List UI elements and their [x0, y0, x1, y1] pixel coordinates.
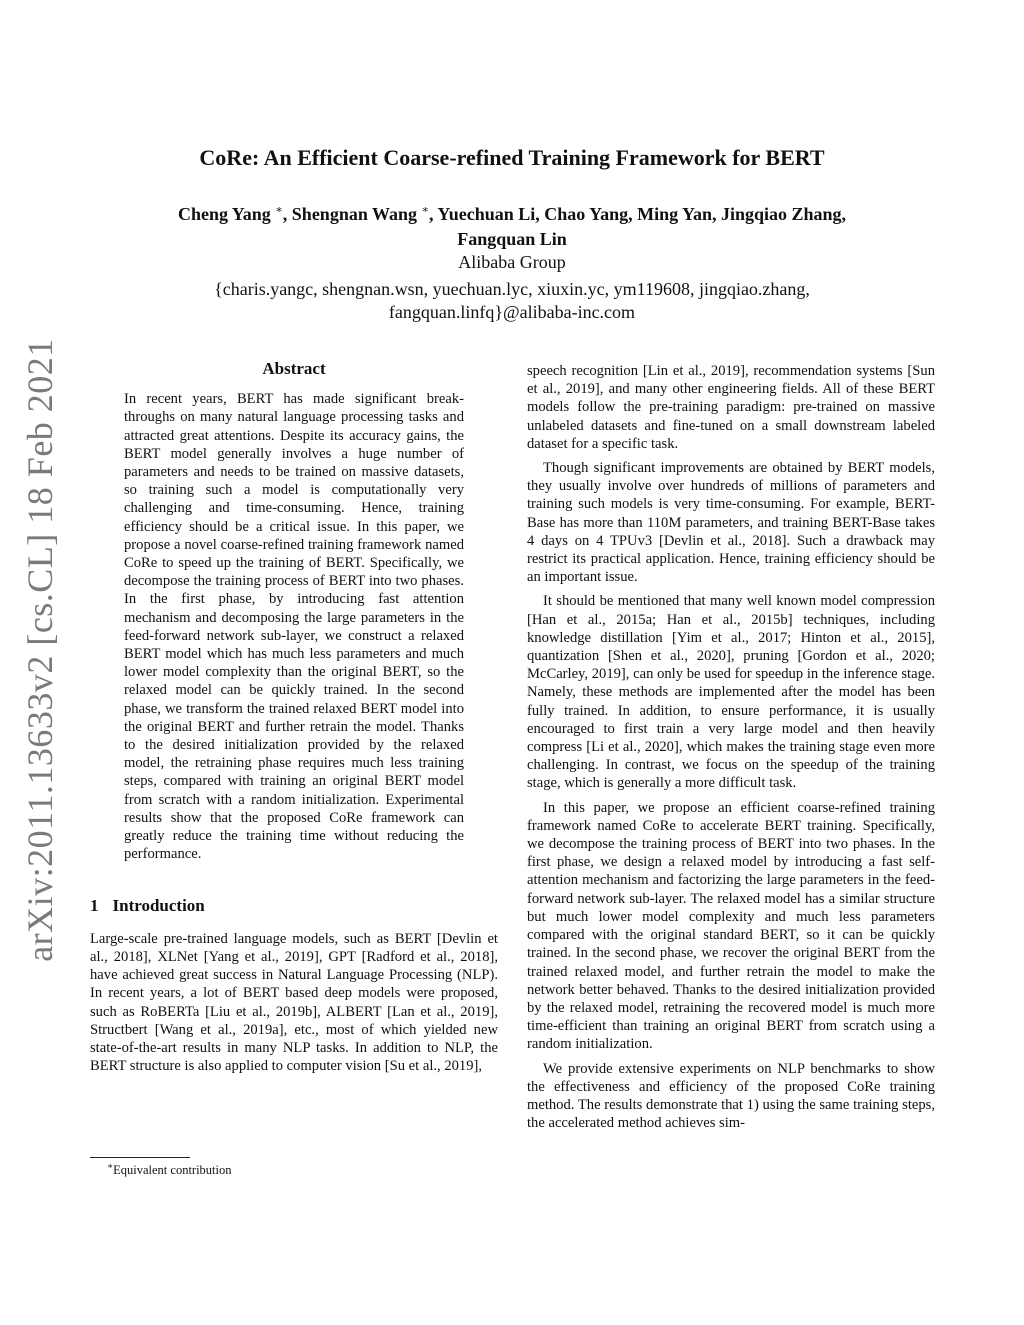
section-heading-introduction — [90, 897, 498, 915]
author-emails: {charis.yangc, shengnan.wsn, yuechuan.lyc, xiuxin.yc, ym119608, jingqiao.zhang, fangquan.linfq}@alibaba-inc.com — [214, 279, 810, 322]
intro-paragraph: We provide extensive experiments on NLP benchmarks to show the effectiveness and efficiency of the proposed CoRe training method. The results demonstrate that 1) using the same training steps, the accelerated method achieves sim- — [527, 1060, 935, 1132]
footnote-text: Equivalent contribution — [113, 1163, 232, 1178]
arxiv-identifier — [0, 338, 80, 962]
intro-paragraph: Large-scale pre-trained language models, such as BERT [Devlin et al., 2018], XLNet [Yang et al., 2019], GPT [Radford et al., 2018], have achieved great success in Natural Language Processing (NLP). In recent years, a lot of BERT based deep models were proposed, such as RoBERTa [Liu et al., 2019b], ALBERT [Lan et al., 2019], Structbert [Wang et al., 2019a], etc., most of which yielded new state-of-the-art results in many NLP tasks. In addition to NLP, the BERT structure is also applied to computer vision [Su et al., 2019], — [90, 930, 498, 1075]
intro-paragraph: speech recognition [Lin et al., 2019], recommendation systems [Sun et al., 2019], and many other engineering fields. All of these BERT models follow the pre-training paradigm: pre-trained on massive unlabeled datasets and fine-tuned on a small downstream labeled dataset for a specific task. — [527, 363, 935, 452]
author-name: Chao Yang — [544, 204, 629, 224]
intro-paragraph: Though significant improvements are obtained by BERT models, they usually involve over hundreds of millions of parameters and training such models is very time-consuming. For example, BERT-Base has more than 110M parameters, and training BERT-Base takes 4 days on 4 TPUv3 [Devlin et al., 2018]. Such a drawback may restrict its practical application. Hence, training efficiency should be an important issue. — [527, 460, 935, 586]
author-name: Fangquan Lin — [457, 229, 567, 249]
author-name: Ming Yan — [637, 204, 712, 224]
affiliation: Alibaba Group — [458, 252, 566, 272]
author-name: Cheng Yang — [177, 204, 271, 224]
author-name: Jingqiao Zhang — [720, 204, 842, 224]
author-list: Cheng Yang ∗, Shengnan Wang ∗, Yuechuan Li, Chao Yang, Ming Yan, Jingqiao Zhang, Fangquan Lin — [177, 204, 847, 249]
intro-paragraph: In this paper, we propose an efficient coarse-refined training framework named CoRe to accelerate BERT training. Specifically, we decompose the training process of BERT into two phases. In the first phase, we design a relaxed model by introducing a fast self-attention mechanism and factorizing the large parameters in the feed-forward network sub-layer. The relaxed model has a similar structure but much lower model complexity and much less parameters compared with the original standard BERT, so it can be quickly trained. In the second phase, we recover the original BERT from the trained relaxed model, and further retrain the model to make the network better behaved. Thanks to the desired initialization provided by the relaxed model, retraining the recovered model is much more time-efficient than training an original BERT from scratch using a random initialization. — [527, 799, 935, 1053]
footnote-divider — [90, 1157, 190, 1158]
left-column — [90, 360, 498, 1075]
paper-title: CoRe: An Efficient Coarse-refined Training Framework for BERT — [199, 145, 825, 170]
author-mark: ∗ — [421, 204, 430, 216]
abstract-heading: Abstract — [262, 359, 326, 378]
arxiv-identifier-text: arXiv:2011.13633v2 [cs.CL] 18 Feb 2021 — [20, 338, 61, 962]
right-column — [527, 362, 935, 1132]
section-number: 1 — [90, 896, 99, 916]
author-name: Yuechuan Li — [437, 204, 536, 224]
author-name: Shengnan Wang — [291, 204, 418, 224]
abstract-text: In recent years, BERT has made significant break-throughs on many natural language processing tasks and attracted great attentions. Despite its accuracy gains, the BERT model generally involves a huge number of parameters and needs to be trained on massive datasets, so training such a model is computationally very challenging and time-consuming. Hence, training efficiency should be a critical issue. In this paper, we propose a novel coarse-refined training framework named CoRe to speed up the training of BERT. Specifically, we decompose the training process of BERT into two phases. In the first phase, by introducing fast attention mechanism and decomposing the large parameters in the feed-forward network sub-layer, we construct a relaxed BERT model which has much less parameters and much lower model complexity than the original BERT, so the relaxed model can be quickly trained. In the second phase, we transform the trained relaxed BERT model into the original BERT and further retrain the model. Thanks to the desired initialization provided by the relaxed model, the retraining phase requires much less training steps, compared with training an original BERT model from scratch with a random initialization. Experimental results show that the proposed CoRe framework can greatly reduce the training time without reducing the performance. — [124, 391, 464, 863]
footnote — [107, 1161, 232, 1178]
section-title: Introduction — [112, 896, 205, 916]
footnote-mark: ∗ — [107, 1161, 114, 1171]
author-mark: ∗ — [275, 204, 283, 216]
intro-paragraph: It should be mentioned that many well known model compression [Han et al., 2015a; Han et al., 2015b] techniques, including knowledge distillation [Yim et al., 2017; Hinton et al., 2015], quantization [Shen et al., 2020], pruning [Gordon et al., 2020; McCarley, 2019], can only be used for speedup in the inference stage. Namely, these methods are implemented after the model has been fully trained. In addition, to ensure performance, it is usually encouraged to first train a very large model and then heavily compress [Li et al., 2020], which makes the training stage even more challenging. In contrast, we focus on the speedup of the training stage, which is generally a more difficult task. — [527, 593, 935, 792]
